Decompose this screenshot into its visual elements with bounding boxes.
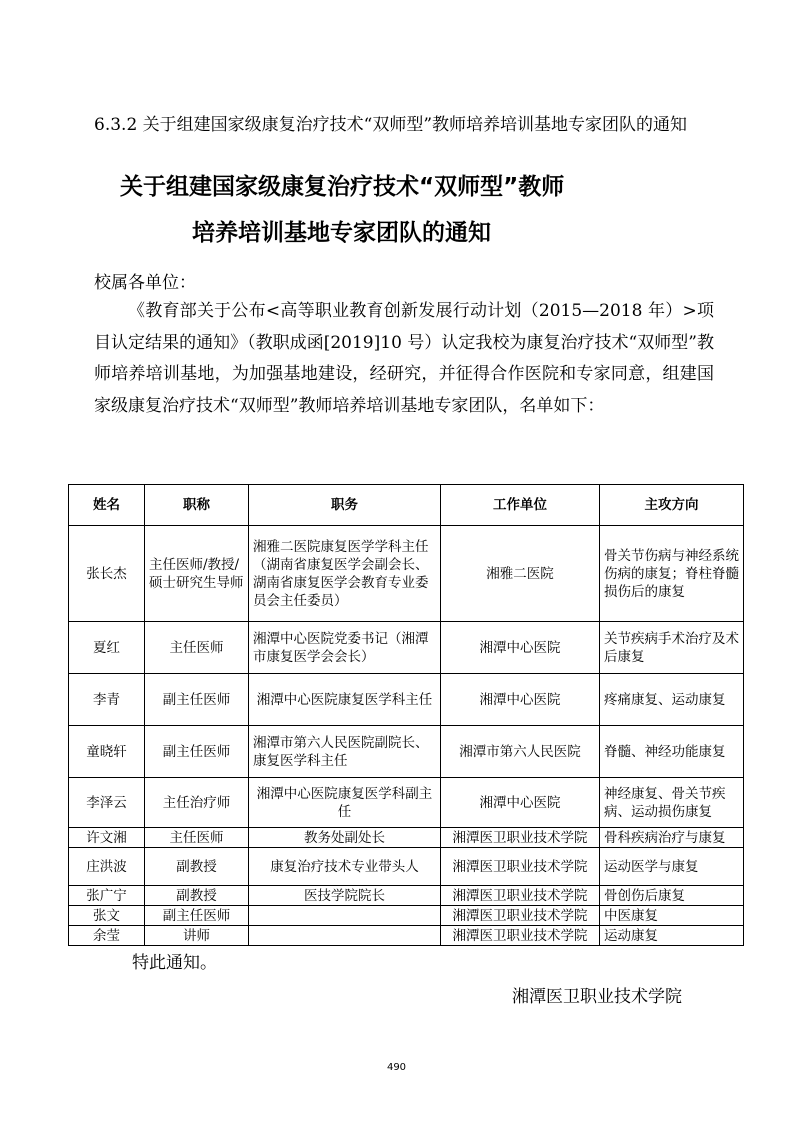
cell-name: 张文 bbox=[69, 906, 145, 926]
cell-title: 主任治疗师 bbox=[145, 778, 249, 828]
cell-focus: 运动康复 bbox=[600, 926, 744, 946]
signature-institution: 湘潭医卫职业技术学院 bbox=[512, 987, 682, 1007]
table-row bbox=[69, 926, 744, 946]
table-row bbox=[69, 886, 744, 906]
cell-unit: 湘潭中心医院 bbox=[441, 674, 600, 726]
page-number: 490 bbox=[386, 1062, 407, 1073]
cell-title: 主任医师 bbox=[145, 828, 249, 848]
cell-position bbox=[249, 926, 441, 946]
cell-focus: 关节疾病手术治疗及术后康复 bbox=[600, 622, 744, 674]
cell-unit: 湘潭医卫职业技术学院 bbox=[441, 926, 600, 946]
header-name: 姓名 bbox=[69, 485, 145, 526]
expert-team-table bbox=[68, 484, 744, 946]
cell-focus: 脊髓、神经功能康复 bbox=[600, 726, 744, 778]
table-header-row bbox=[69, 485, 744, 526]
cell-title: 副教授 bbox=[145, 848, 249, 886]
cell-focus: 中医康复 bbox=[600, 906, 744, 926]
cell-position: 湘潭市第六人民医院副院长、康复医学科主任 bbox=[249, 726, 441, 778]
cell-title: 副主任医师 bbox=[145, 906, 249, 926]
cell-name: 余莹 bbox=[69, 926, 145, 946]
cell-focus: 骨关节伤病与神经系统伤病的康复；脊柱脊髓损伤后的康复 bbox=[600, 526, 744, 622]
cell-name: 张长杰 bbox=[69, 526, 145, 622]
cell-unit: 湘雅二医院 bbox=[441, 526, 600, 622]
cell-focus: 运动医学与康复 bbox=[600, 848, 744, 886]
header-position: 职务 bbox=[249, 485, 441, 526]
cell-position: 湘雅二医院康复医学学科主任（湖南省康复医学会副会长、湖南省康复医学会教育专业委员会主任委员） bbox=[249, 526, 441, 622]
header-title: 职称 bbox=[145, 485, 249, 526]
cell-position: 康复治疗技术专业带头人 bbox=[249, 848, 441, 886]
closing-remark: 特此通知。 bbox=[132, 953, 217, 973]
header-unit: 工作单位 bbox=[441, 485, 600, 526]
cell-name: 夏红 bbox=[69, 622, 145, 674]
table-row bbox=[69, 848, 744, 886]
cell-name: 童晓轩 bbox=[69, 726, 145, 778]
cell-title: 副教授 bbox=[145, 886, 249, 906]
section-heading: 6.3.2 关于组建国家级康复治疗技术“双师型”教师培养培训基地专家团队的通知 bbox=[94, 115, 688, 135]
cell-unit: 湘潭中心医院 bbox=[441, 622, 600, 674]
table-row bbox=[69, 828, 744, 848]
table-row bbox=[69, 526, 744, 622]
table-row bbox=[69, 906, 744, 926]
cell-position: 医技学院院长 bbox=[249, 886, 441, 906]
notice-title-line-2: 培养培训基地专家团队的通知 bbox=[192, 220, 491, 246]
table-row bbox=[69, 622, 744, 674]
cell-name: 李青 bbox=[69, 674, 145, 726]
cell-title: 主任医师/教授/硕士研究生导师 bbox=[145, 526, 249, 622]
cell-position: 湘潭中心医院党委书记（湘潭市康复医学会会长） bbox=[249, 622, 441, 674]
cell-focus: 神经康复、骨关节疾病、运动损伤康复 bbox=[600, 778, 744, 828]
cell-name: 庄洪波 bbox=[69, 848, 145, 886]
cell-name: 张广宁 bbox=[69, 886, 145, 906]
cell-unit: 湘潭医卫职业技术学院 bbox=[441, 886, 600, 906]
cell-unit: 湘潭中心医院 bbox=[441, 778, 600, 828]
cell-name: 李泽云 bbox=[69, 778, 145, 828]
cell-focus: 骨科疾病治疗与康复 bbox=[600, 828, 744, 848]
cell-unit: 湘潭医卫职业技术学院 bbox=[441, 848, 600, 886]
cell-focus: 骨创伤后康复 bbox=[600, 886, 744, 906]
cell-title: 主任医师 bbox=[145, 622, 249, 674]
intro-paragraph: 《教育部关于公布<高等职业教育创新发展行动计划（2015—2018 年）>项目认定结果的通知》（教职成函[2019]10 号）认定我校为康复治疗技术“双师型”教师培养培训基地，为加强基地建设，经研究，并征得合作医院和专家同意，组建国家级康复治疗技术“双师型”教师培养培训基地专家团队，名单如下： bbox=[94, 301, 714, 416]
cell-position: 湘潭中心医院康复医学科主任 bbox=[249, 674, 441, 726]
cell-position: 湘潭中心医院康复医学科副主任 bbox=[249, 778, 441, 828]
cell-title: 副主任医师 bbox=[145, 674, 249, 726]
table-row bbox=[69, 778, 744, 828]
notice-title-line-1: 关于组建国家级康复治疗技术“双师型”教师 bbox=[120, 174, 565, 200]
cell-unit: 湘潭医卫职业技术学院 bbox=[441, 828, 600, 848]
header-focus: 主攻方向 bbox=[600, 485, 744, 526]
cell-title: 副主任医师 bbox=[145, 726, 249, 778]
table-row bbox=[69, 674, 744, 726]
cell-title: 讲师 bbox=[145, 926, 249, 946]
cell-focus: 疼痛康复、运动康复 bbox=[600, 674, 744, 726]
cell-unit: 湘潭市第六人民医院 bbox=[441, 726, 600, 778]
cell-name: 许文湘 bbox=[69, 828, 145, 848]
table-row bbox=[69, 726, 744, 778]
cell-position: 教务处副处长 bbox=[249, 828, 441, 848]
cell-position bbox=[249, 906, 441, 926]
cell-unit: 湘潭医卫职业技术学院 bbox=[441, 906, 600, 926]
addressee: 校属各单位： bbox=[94, 273, 196, 293]
